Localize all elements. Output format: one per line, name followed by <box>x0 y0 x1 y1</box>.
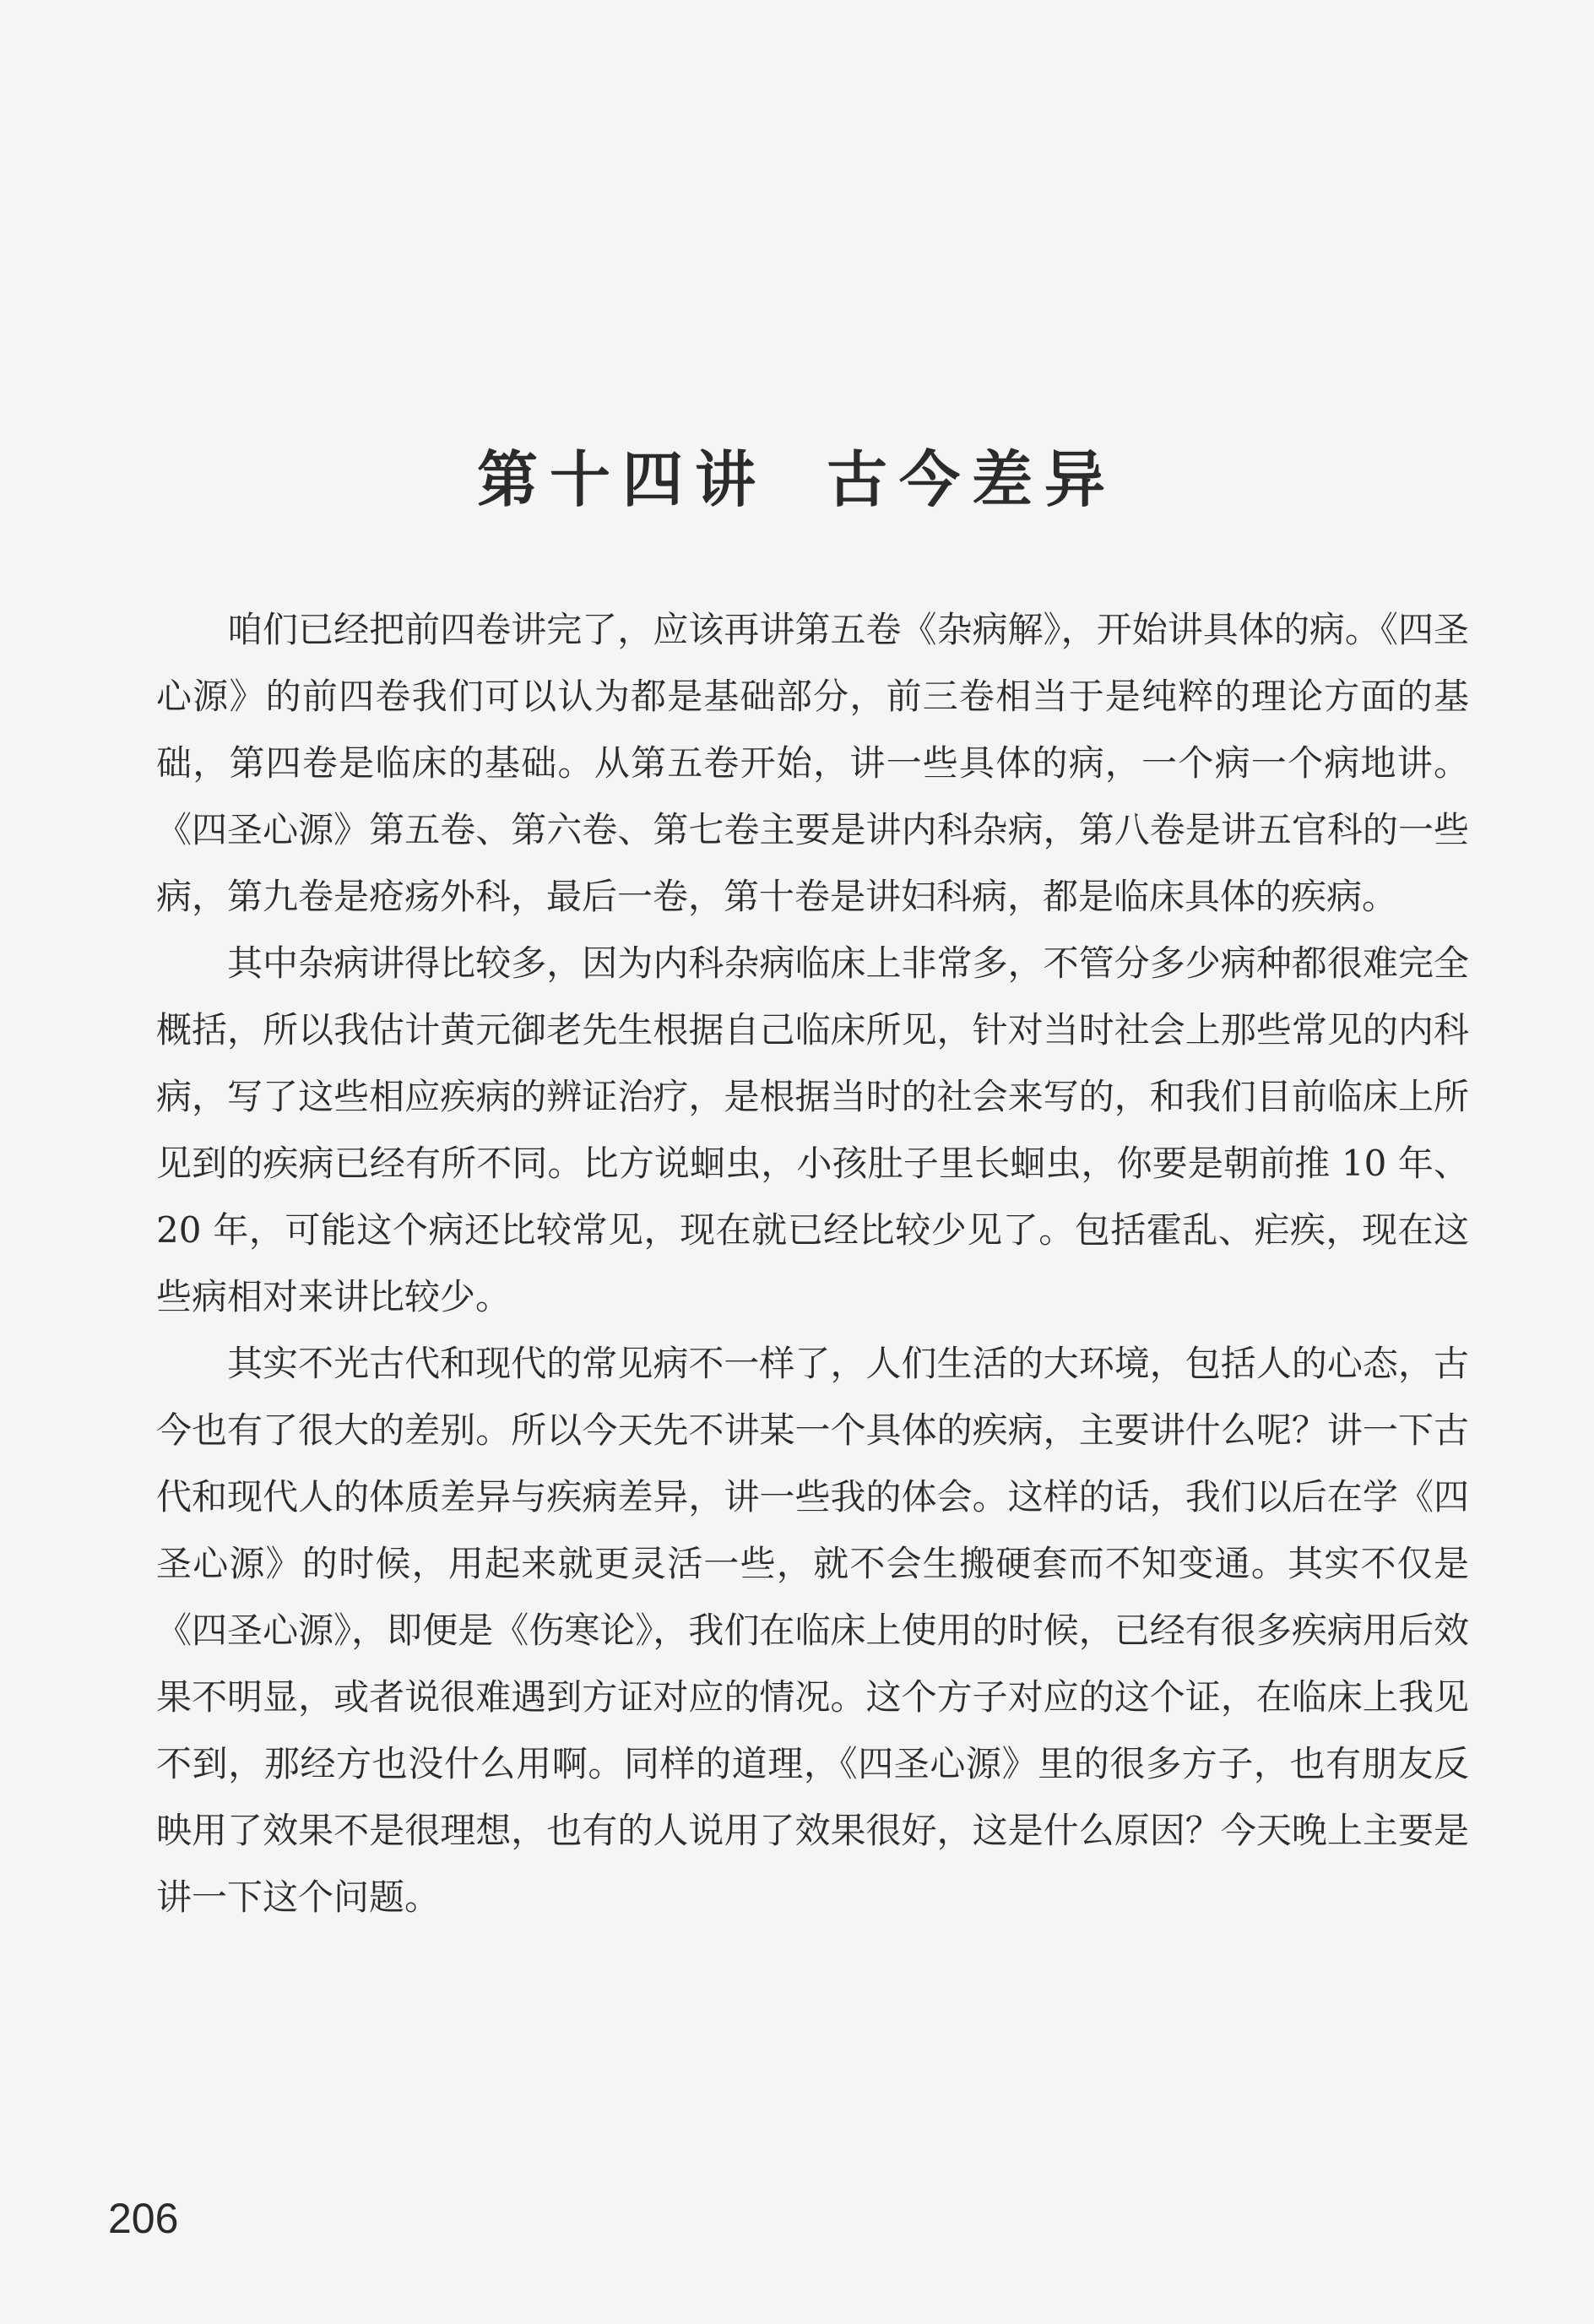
chapter-number: 第十四讲 <box>476 443 767 515</box>
paragraph: 其中杂病讲得比较多，因为内科杂病临床上非常多，不管分多少病种都很难完全概括，所以我估计黄元御老先生根据自己临床所见，针对当时社会上那些常见的内科病，写了这些相应疾病的辨证治疗，是根据当时的社会来写的，和我们目前临床上所见到的疾病已经有所不同。比方说蛔虫，小孩肚子里长蛔虫，你要是朝前推 10 年、20 年，可能这个病还比较常见，现在就已经比较少见了。包括霍乱、疟疾，现在这些病相对来讲比较少。 <box>156 942 1469 1317</box>
page-number: 206 <box>108 2195 179 2242</box>
paragraph: 其实不光古代和现代的常见病不一样了，人们生活的大环境，包括人的心态，古今也有了很大的差别。所以今天先不讲某一个具体的疾病，主要讲什么呢？讲一下古代和现代人的体质差异与疾病差异，讲一些我的体会。这样的话，我们以后在学《四圣心源》的时候，用起来就更灵活一些，就不会生搬硬套而不知变通。其实不仅是《四圣心源》，即便是《伤寒论》，我们在临床上使用的时候，已经有很多疾病用后效果不明显，或者说很难遇到方证对应的情况。这个方子对应的这个证，在临床上我见不到，那经方也没什么用啊。同样的道理，《四圣心源》里的很多方子，也有朋友反映用了效果不是很理想，也有的人说用了效果很好，这是什么原因？今天晚上主要是讲一下这个问题。 <box>156 1343 1469 1918</box>
chapter-name: 古今差异 <box>827 443 1118 515</box>
paragraph: 咱们已经把前四卷讲完了，应该再讲第五卷《杂病解》，开始讲具体的病。《四圣心源》的前四卷我们可以认为都是基础部分，前三卷相当于是纯粹的理论方面的基础，第四卷是临床的基础。从第五卷开始，讲一些具体的病，一个病一个病地讲。《四圣心源》第五卷、第六卷、第七卷主要是讲内科杂病，第八卷是讲五官科的一些病，第九卷是疮疡外科，最后一卷，第十卷是讲妇科病，都是临床具体的疾病。 <box>156 609 1469 917</box>
body-text <box>156 596 1469 1930</box>
chapter-title <box>0 431 1594 519</box>
